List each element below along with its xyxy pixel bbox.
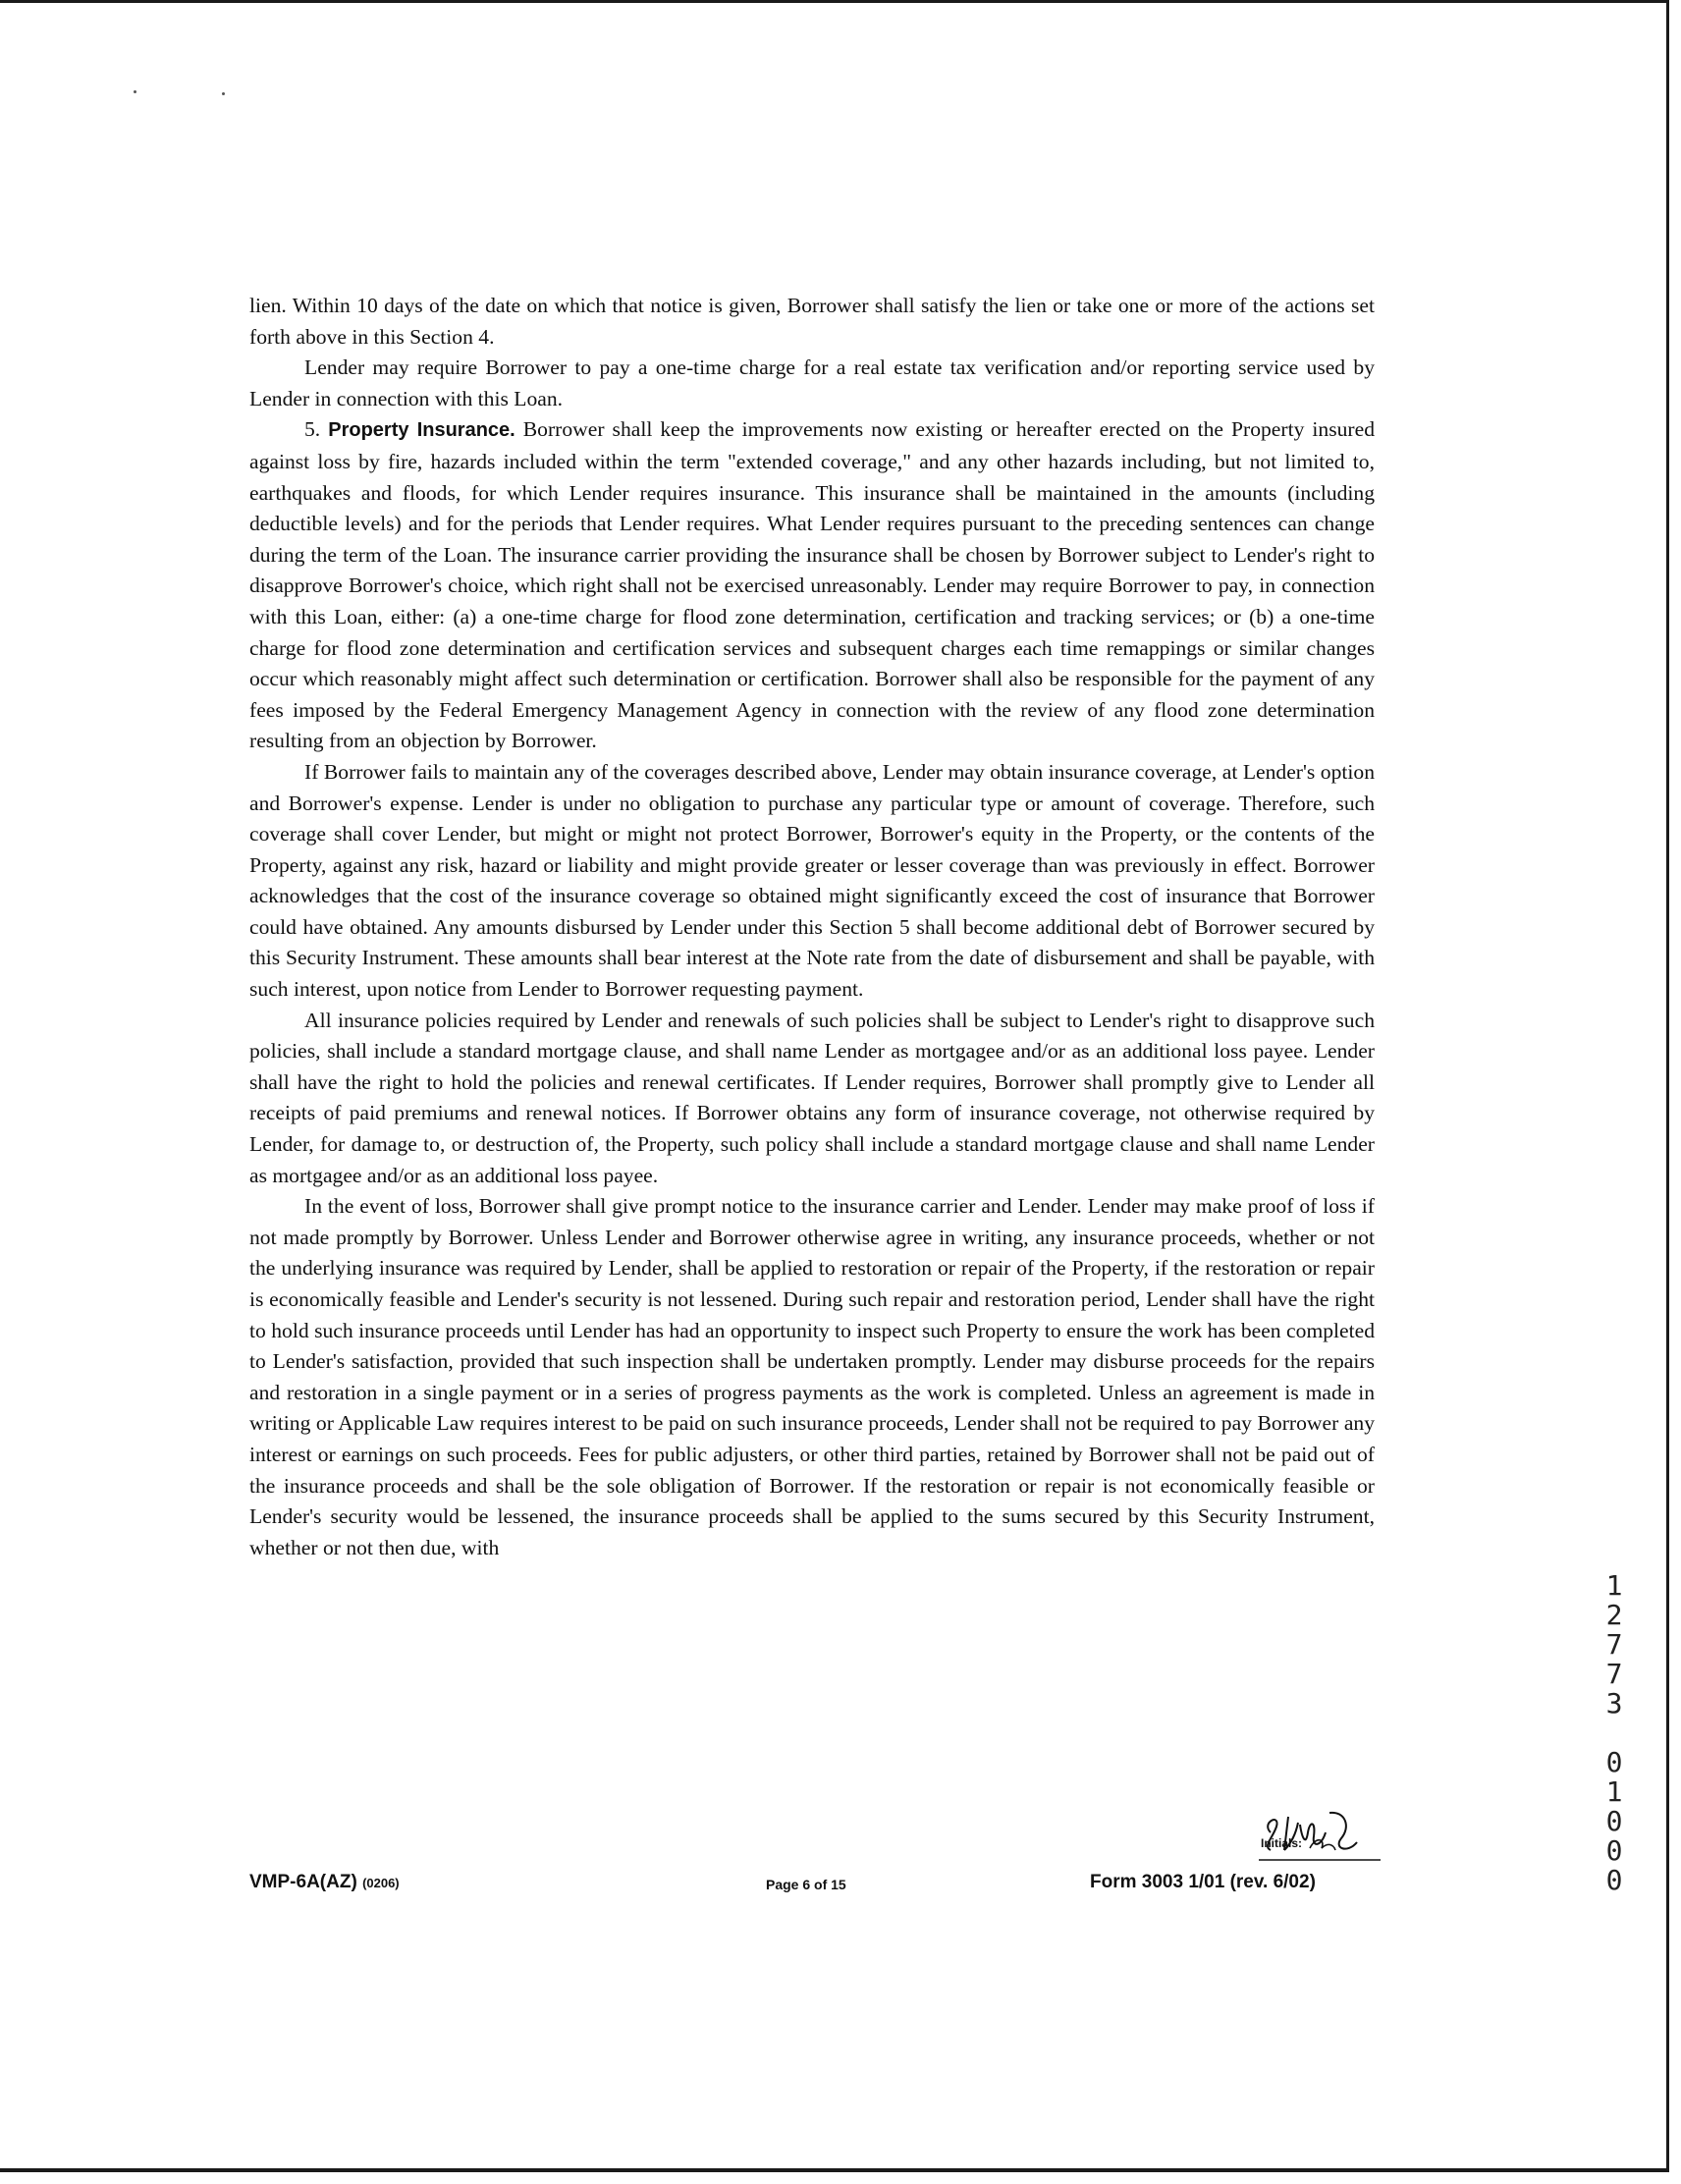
paragraph-event-of-loss: In the event of loss, Borrower shall give prompt notice to the insurance carrier and Lender. Lender may make proof of loss if not made promptly by Borrower. Unless Lender and Borrower otherwise agree in writing, any insurance proceeds, whether or not the underlying insurance was required by Lender, shall be applied to restoration or repair of the Property, if the restoration or repair is economically feasible and Lender's security is not lessened. During such repair and restoration period, Lender shall have the right to hold such insurance proceeds until Lender has had an opportunity to inspect such Property to ensure the work has been completed to Lender's satisfaction, provided that such inspection shall be undertaken promptly. Lender may disburse proceeds for the repairs and restoration in a single payment or in a series of progress payments as the work is completed. Unless an agreement is made in writing or Applicable Law requires interest to be paid on such insurance proceeds, Lender shall not be required to pay Borrower any interest or earnings on such proceeds. Fees for public adjusters, or other third parties, retained by Borrower shall not be paid out of the insurance proceeds and shall be the sole obligation of Borrower. If the restoration or repair is not economically feasible or Lender's security would be lessened, the insurance proceeds shall be applied to the sums secured by this Security Instrument, whether or not then due, with (249, 1194, 1375, 1559)
stamp-digit: 7 (1605, 1628, 1623, 1661)
section-5-heading: Property Insurance. (328, 419, 515, 442)
section-5-text: Borrower shall keep the improvements now existing or hereafter erected on the Property insured against loss by fire, hazards included within the term "extended coverage," and any other hazards including, but not limited to, earthquakes and floods, for which Lender requires insurance. This insurance shall be maintained in the amounts (including deductible levels) and for the periods that Lender requires. What Lender requires pursuant to the preceding sentences can change during the term of the Loan. The insurance carrier providing the insurance shall be chosen by Borrower subject to Lender's right to disapprove Borrower's choice, which right shall not be exercised unreasonably. Lender may require Borrower to pay, in connection with this Loan, either: (a) a one-time charge for flood zone determination, certification and tracking services; or (b) a one-time charge for flood zone determination and certification services and subsequent charges each time remappings or similar changes occur which reasonably might affect such determination or certification. Borrower shall also be responsible for the payment of any fees imposed by the Federal Emergency Management Agency in connection with the review of any flood zone determination resulting from an objection by Borrower. (249, 417, 1375, 753)
paragraph-insurance-policies: All insurance policies required by Lender and renewals of such policies shall be subject to Lender's right to disapprove such policies, shall include a standard mortgage clause, and shall name Lender as mortgagee and/or as an additional loss payee. Lender shall have the right to hold the policies and renewal certificates. If Lender requires, Borrower shall promptly give to Lender all receipts of paid premiums and renewal notices. If Borrower obtains any form of insurance coverage, not otherwise required by Lender, for damage to, or destruction of, the Property, such policy shall include a standard mortgage clause and shall name Lender as mortgagee and/or as an additional loss payee. (249, 1008, 1375, 1187)
form-code-main: VMP-6A(AZ) (249, 1872, 357, 1892)
paragraph-coverage-failure: If Borrower fails to maintain any of the coverages described above, Lender may obtain insurance coverage, at Lender's option and Borrower's expense. Lender is under no obligation to purchase any particular type or amount of coverage. Therefore, such coverage shall cover Lender, but might or might not protect Borrower, Borrower's equity in the Property, or the contents of the Property, against any risk, hazard or liability and might provide greater or lesser coverage than was previously in effect. Borrower acknowledges that the cost of the insurance coverage so obtained might significantly exceed the cost of insurance that Borrower could have obtained. Any amounts disbursed by Lender under this Section 5 shall become additional debt of Borrower secured by this Security Instrument. These amounts shall bear interest at the Note rate from the date of disbursement and shall be payable, with such interest, upon notice from Lender to Borrower requesting payment. (249, 759, 1375, 1002)
initials-label: Initials: (1261, 1836, 1303, 1850)
stamp-digit: 0 (1605, 1805, 1623, 1837)
page-number: Page 6 of 15 (766, 1877, 846, 1892)
scan-speck (222, 92, 225, 95)
stamp-digit: 1 (1605, 1569, 1623, 1602)
form-code (249, 1872, 400, 1893)
section-5-number: 5. (304, 417, 321, 442)
bottom-border-rule (0, 2168, 1669, 2172)
handwritten-initials-icon (1241, 1803, 1388, 1866)
paragraph-tax-verification: Lender may require Borrower to pay a one-time charge for a real estate tax verification and/or reporting service used by Lender in connection with this Loan. (249, 355, 1375, 410)
stamp-gap (1595, 1719, 1634, 1748)
margin-recording-stamp (1595, 1571, 1634, 1895)
stamp-digit: 0 (1605, 1864, 1623, 1896)
paragraph-section-5 (249, 414, 1375, 757)
scan-speck (134, 90, 136, 93)
stamp-digit: 2 (1605, 1599, 1623, 1631)
top-border-rule (0, 0, 1669, 3)
document-body (249, 291, 1375, 1563)
form-number: Form 3003 1/01 (rev. 6/02) (1090, 1872, 1316, 1892)
stamp-digit: 0 (1605, 1746, 1623, 1778)
right-border-rule (1666, 0, 1669, 2172)
stamp-digit: 7 (1605, 1658, 1623, 1690)
stamp-digit: 0 (1605, 1834, 1623, 1867)
stamp-digit: 1 (1605, 1775, 1623, 1808)
initials-signature (1241, 1803, 1388, 1866)
paragraph-lien: lien. Within 10 days of the date on which that notice is given, Borrower shall satisfy the lien or take one or more of the actions set forth above in this Section 4. (249, 294, 1375, 349)
stamp-digit: 3 (1605, 1687, 1623, 1720)
form-code-suffix: (0206) (362, 1876, 400, 1890)
